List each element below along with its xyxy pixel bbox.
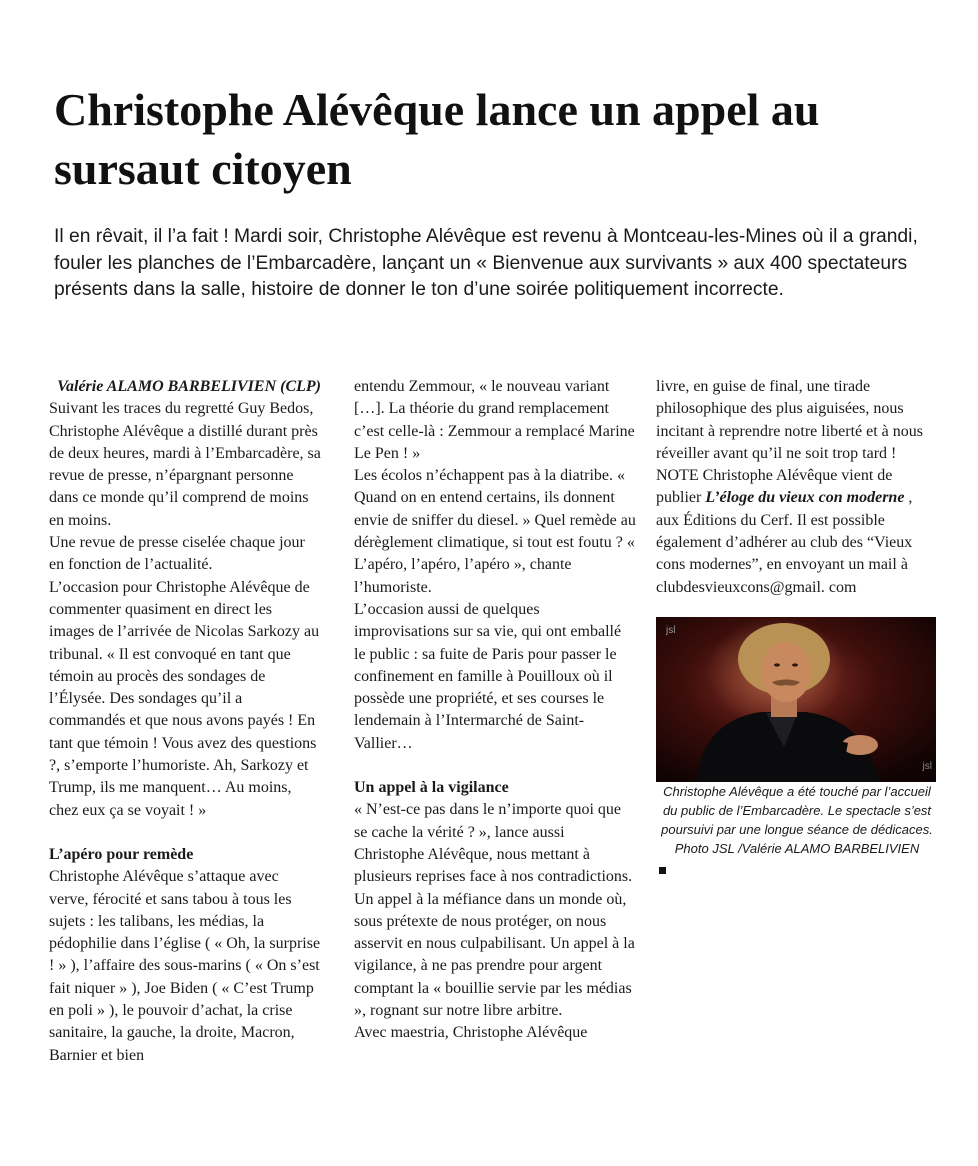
note-prefix: NOTE Christophe Alévêque vient de publier [656,467,893,507]
paragraph: Suivant les traces du regretté Guy Bedos, Christophe Alévêque a distillé durant près de deux heures, mardi à l’Embarcadère, sa revue de presse, n’épargnant personne dans ce monde qu’il comprend de moins en moins. [49,400,321,529]
subheading-vigilance: Un appel à la vigilance [354,779,509,797]
paragraph: livre, en guise de final, une tirade philosophique des plus aiguisées, nous incitant à reprendre notre liberté et à nous réveiller avant qu’il ne soit trop tard ! [656,378,923,462]
paragraph: « N’est-ce pas dans le n’importe quoi que se cache la vérité ? », lance aussi Christophe Alévêque, nous mettant à plusieurs reprises face à nos contradictions. Un appel à la méfiance dans un monde où, sous prétexte de nous protéger, on nous asservit en nous culpabilisant. Un appel à la vigilance, à ne pas prendre pour argent comptant la « bouillie servie par les médias », rognant sur notre libre arbitre. [354,801,635,1020]
column-2 [354,376,636,1045]
article-byline: Valérie ALAMO BARBELIVIEN (CLP) [57,378,321,395]
subheading-apero: L’apéro pour remède [49,845,194,863]
paragraph: Une revue de presse ciselée chaque jour en fonction de l’actualité. [49,534,305,574]
photo-caption: Christophe Alévêque a été touché par l’accueil du public de l’Embarcadère. Le spectacle s’est poursuivi par une longue séance de dédicaces. Photo JSL /Valérie ALAMO BARBELIVIEN [661,783,933,856]
column-1 [49,376,321,1067]
book-title: L’éloge du vieux con moderne [705,489,905,507]
photo-watermark-top: jsl [666,624,676,636]
photo-watermark-bottom: jsl [922,760,932,772]
paragraph: Avec maestria, Christophe Alévêque [354,1024,588,1042]
paragraph: entendu Zemmour, « le nouveau variant […]. La théorie du grand remplacement c’est celle-là : Zemmour a remplacé Marine Le Pen ! » [354,378,635,462]
article-headline: Christophe Alévêque lance un appel au sursaut citoyen [54,84,820,194]
paragraph: L’occasion aussi de quelques improvisations sur sa vie, qui ont emballé le public : sa fuite de Paris pour passer le confinement en famille à Pouilloux où il possède une propriété, et ses courses le lendemain à l’Intermarché de Saint-Vallier… [354,600,622,752]
column-3 [656,376,938,874]
paragraph: L’occasion pour Christophe Alévêque de commenter quasiment en direct les images de l’arrivée de Nicolas Sarkozy au tribunal. « Il est convoqué en tant que témoin au procès des sondages de l’Élysée. Des sondages qu’il a commandés et que nous avons payés ! En tant que témoin ! Vous avez des questions ?, s’emporte l’humoriste. Ah, Sarkozy et Trump, ils me manquent… Au moins, chez eux ça se voyait ! » [49,578,320,819]
article-photo [656,617,936,782]
end-of-article-mark [659,867,666,874]
photo-illustration [656,617,936,782]
book-note [656,465,938,599]
paragraph: Les écolos n’échappent pas à la diatribe. « Quand on en entend certains, ils donnent envie de sniffer du diesel. » Quel remède au dérèglement climatique, si tout est foutu ? « L’apéro, l’apéro, l’apéro », chante l’humoriste. [354,467,636,596]
paragraph: Christophe Alévêque s’attaque avec verve, férocité et sans tabou à tous les sujets : les talibans, les médias, la pédophilie dans l’église ( « Oh, la surprise ! » ), l’affaire des sous-marins ( « On s’est fait niquer » ), Joe Biden ( « C’est Trump en poli » ), le pouvoir d’achat, la crise sanitaire, la gauche, la droite, Macron, Barnier et bien [49,868,321,1064]
note-suffix: , aux Éditions du Cerf. Il est possible également d’adhérer au club des “Vieux cons modernes”, en envoyant un mail à clubdesvieuxcons@gmail. com [656,489,913,596]
article-lead: Il en rêvait, il l’a fait ! Mardi soir, Christophe Alévêque est revenu à Montceau-les-Mines où il a grandi, fouler les planches de l’Embarcadère, lançant un « Bienvenue aux survivants » aux 400 spectateurs présents dans la salle, histoire de donner le ton d’une soirée politiquement incorrecte. [54,226,918,300]
